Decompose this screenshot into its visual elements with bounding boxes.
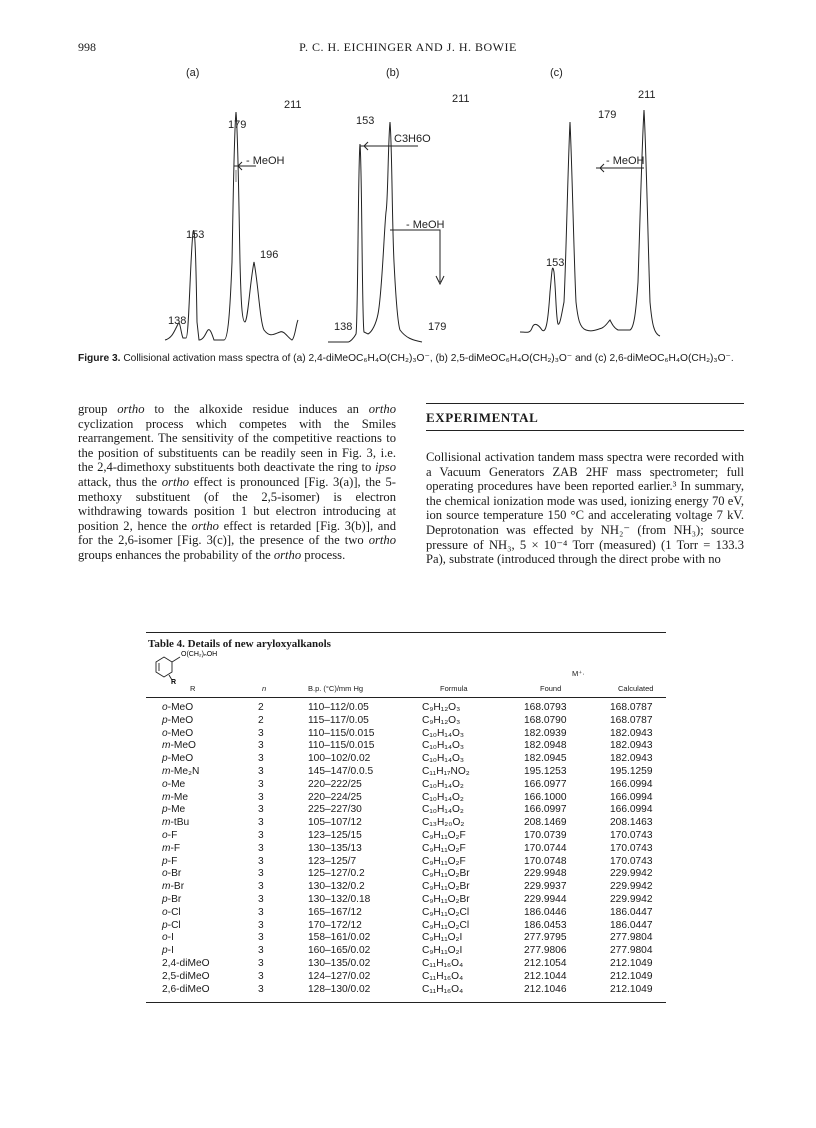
running-head: P. C. H. EICHINGER AND J. H. BOWIE (299, 40, 517, 54)
table-cell-found: 208.1469 (524, 817, 567, 829)
section-heading: EXPERIMENTAL (426, 410, 539, 425)
table-cell-formula: C₁₁H₁₆O₄ (422, 958, 464, 969)
aryloxyalkanol-structure (150, 646, 250, 684)
table-cell-calc: 195.1259 (610, 766, 653, 777)
table-cell-formula: C₁₃H₂₀O₂ (422, 817, 465, 829)
table-cell-bp: 170–172/12 (308, 919, 362, 931)
italic-term: ortho (368, 402, 397, 416)
table-cell-n: 3 (258, 855, 264, 867)
table-header-rule (146, 697, 666, 698)
spectrum-b (328, 122, 447, 342)
table-cell-n: 3 (258, 766, 264, 777)
peak-label: 211 (452, 93, 470, 105)
column-header-formula: Formula (440, 684, 468, 693)
panel-label-b: (b) (386, 67, 400, 79)
table-cell-formula: C₉H₁₁O₂I (422, 932, 463, 944)
peak-label: 179 (428, 321, 447, 333)
table-cell-n: 3 (258, 958, 264, 969)
column-header-calculated: Calculated (618, 684, 654, 693)
table-cell-bp: 110–112/0.05 (308, 702, 369, 713)
table-cell-n: 3 (258, 970, 264, 982)
table-cell-formula: C₁₀H₁₄O₃ (422, 727, 465, 739)
column-header-n: n (262, 684, 267, 693)
column-header-bp: B.p. (°C)/mm Hg (308, 684, 364, 693)
table-cell-formula: C₁₀H₁₄O₃ (422, 753, 465, 765)
peak-label: 153 (356, 115, 375, 127)
peak-label: 153 (546, 257, 565, 269)
table-cell-formula: C₉H₁₁O₂Br (422, 868, 470, 880)
peak-label: 153 (186, 229, 205, 241)
table-cell-bp: 130–135/13 (308, 842, 362, 854)
peak-label: 138 (168, 315, 187, 327)
table-cell-formula: C₉H₁₂O₃ (422, 714, 461, 726)
table-cell-n: 2 (258, 714, 264, 726)
table-cell-calc: 212.1049 (610, 958, 653, 969)
table-cell-bp: 110–115/0.015 (308, 727, 375, 739)
table-cell-calc: 229.9942 (610, 894, 653, 905)
table-cell-formula: C₉H₁₁O₂Br (422, 881, 470, 893)
table-cell-calc: 168.0787 (610, 702, 653, 713)
table-cell-formula: C₉H₁₂O₃ (422, 702, 461, 713)
table-cell-r: p-Br (162, 894, 182, 905)
table-cell-calc: 277.9804 (610, 945, 653, 957)
table-cell-formula: C₉H₁₁O₂F (422, 842, 466, 854)
table-cell-formula: C₁₁H₁₆O₄ (422, 970, 464, 982)
table-cell-r: o-I (162, 932, 174, 944)
table-cell-bp: 128–130/0.02 (308, 983, 371, 995)
table-cell-bp: 220–224/25 (308, 791, 362, 803)
table-cell-n: 3 (258, 727, 264, 739)
table-cell-n: 3 (258, 791, 264, 803)
table-cell-n: 3 (258, 830, 264, 841)
table-cell-found: 212.1054 (524, 958, 567, 969)
table-cell-calc: 277.9804 (610, 932, 653, 944)
table-cell-found: 182.0939 (524, 727, 567, 739)
table-cell-bp: 130–132/0.2 (308, 881, 365, 893)
table-cell-r: o-F (162, 830, 178, 841)
peak-label: 211 (638, 89, 656, 101)
table-cell-calc: 170.0743 (610, 830, 653, 841)
italic-term: ortho (368, 533, 396, 548)
table-cell-calc: 186.0447 (610, 919, 653, 931)
table-cell-formula: C₁₀H₁₄O₂ (422, 804, 464, 816)
table-cell-bp: 105–107/12 (308, 817, 362, 829)
table-cell-calc: 170.0743 (610, 842, 653, 854)
table-cell-calc: 229.9942 (610, 868, 653, 880)
table-cell-bp: 125–127/0.2 (308, 868, 365, 880)
peak-label: 179 (598, 109, 617, 121)
mplus-header: M⁺· (572, 669, 585, 678)
table-cell-formula: C₁₀H₁₄O₂ (422, 791, 464, 803)
italic-term: ortho (117, 402, 145, 416)
table-cell-calc: 186.0447 (610, 906, 653, 918)
table-cell-calc: 182.0943 (610, 753, 653, 765)
table-cell-calc: 212.1049 (610, 983, 653, 995)
body-paragraph-left: group ortho to the alkoxide residue induces an ortho cyclization process which competes with the Smiles rearrangement. The sensitivity of the competitive reactions to the position of substituents can be readily seen in Fig. 3, i.e. the 2,4-dimethoxy substituents both deactivate the ring to ipso attack, thus the ortho effect is pronounced [Fig. 3(a)], the 5-methoxy substituent (of the 2,5-isomer) is electron withdrawing towards position 1 but electron introducing at position 2, hence the ortho effect is retarded [Fig. 3(b)], and for the 2,6-isomer [Fig. 3(c)], the presence of the two ortho groups enhances the probability of the ortho process. (78, 402, 397, 562)
table-cell-found: 182.0948 (524, 740, 567, 752)
panel-label-a: (a) (186, 67, 200, 79)
table-cell-found: 166.0997 (524, 804, 567, 816)
peak-label: 211 (284, 99, 302, 111)
table-cell-n: 3 (258, 868, 264, 880)
table-cell-r: m-F (162, 842, 181, 854)
table-cell-r: p-F (162, 855, 178, 867)
table-cell-found: 182.0945 (524, 753, 567, 765)
table-cell-calc: 208.1463 (610, 817, 653, 829)
table-top-rule (146, 632, 666, 633)
table-cell-found: 195.1253 (524, 766, 567, 777)
section-rule (426, 430, 744, 431)
table-cell-calc: 168.0787 (610, 714, 653, 726)
table-cell-formula: C₉H₁₁O₂Br (422, 894, 470, 905)
table-cell-found: 186.0446 (524, 906, 567, 918)
page-number: 998 (78, 40, 96, 54)
table-cell-found: 212.1044 (524, 970, 567, 982)
table-cell-bp: 145–147/0.0.5 (308, 766, 374, 777)
table-bottom-rule (146, 1002, 666, 1003)
peak-label: 196 (260, 249, 279, 261)
table-cell-formula: C₁₀H₁₄O₃ (422, 740, 465, 752)
table-cell-bp: 124–127/0.02 (308, 970, 371, 982)
table-cell-n: 3 (258, 753, 264, 765)
table-cell-r: o-Me (162, 778, 186, 790)
table-cell-bp: 220–222/25 (308, 778, 362, 790)
table-cell-n: 3 (258, 983, 264, 995)
annotation-label: - MeOH (606, 155, 645, 167)
table-cell-r: p-MeO (162, 714, 194, 726)
table-cell-r: m-tBu (162, 817, 190, 829)
table-cell-r: o-Br (162, 868, 182, 880)
table-cell-formula: C₁₁H₁₆O₄ (422, 983, 464, 995)
table-cell-r: m-Me₂N (162, 766, 200, 777)
table-cell-calc: 212.1049 (610, 970, 653, 982)
table-cell-bp: 123–125/7 (308, 855, 357, 867)
table-cell-r: p-I (162, 945, 174, 957)
spectrum-c (520, 110, 660, 336)
table-cell-n: 3 (258, 817, 264, 829)
caption-text: Collisional activation mass spectra of (a) 2,4-diMeOC₆H₄O(CH₂)₃O⁻, (b) 2,5-diMeOC₆H₄O(CH₂)₃O⁻ and (c) 2,6-diMeOC₆H₄O(CH₂)₃O⁻. (123, 353, 734, 364)
table-cell-r: o-MeO (162, 702, 194, 713)
table-cell-found: 166.0977 (524, 778, 567, 790)
table-cell-r: o-Cl (162, 906, 181, 918)
table-cell-found: 229.9948 (524, 868, 567, 880)
body-paragraph-right: Collisional activation tandem mass spectra were recorded with a Vacuum Generators ZAB 2HF mass spectrometer; full operating procedures have been reported earlier.³ In summary, the chemical ionization mode was used, ionizing energy 70 eV, ion source temperature 150 °C and accelerating voltage 7 kV. Deprotonation was effected by NH₂⁻ (from NH₃); source pressure of NH₃, 5 × 10⁻⁴ Torr (measured) (1 Torr = 133.3 Pa), substrate (introduced through the direct probe with no (426, 450, 744, 567)
table-cell-calc: 166.0994 (610, 778, 653, 790)
figure-3-spectra (150, 62, 670, 348)
table-cell-bp: 160–165/0.02 (308, 945, 371, 957)
italic-term: ortho (191, 518, 219, 533)
structure-r-label: R (171, 679, 177, 684)
peak-label: 179 (228, 119, 247, 131)
table-cell-n: 3 (258, 778, 264, 790)
table-cell-r: o-MeO (162, 727, 194, 739)
table-cell-found: 277.9806 (524, 945, 567, 957)
table-cell-r: 2,4-diMeO (162, 958, 210, 969)
table-cell-n: 3 (258, 906, 264, 918)
table-cell-n: 3 (258, 919, 264, 931)
table-cell-formula: C₉H₁₁O₂Cl (422, 906, 470, 918)
caption-label: Figure 3. (78, 353, 121, 364)
panel-label-c: (c) (550, 67, 563, 79)
table-cell-bp: 130–135/0.02 (308, 958, 371, 969)
table-cell-r: p-MeO (162, 753, 194, 765)
table-cell-bp: 123–125/15 (308, 830, 362, 841)
structure-substituent: O(CH₂)ₙOH (181, 651, 218, 658)
table-cell-r: p-Cl (162, 919, 181, 931)
table-cell-calc: 166.0994 (610, 791, 653, 803)
table-cell-n: 3 (258, 945, 264, 957)
table-cell-r: m-Br (162, 881, 185, 893)
table-cell-formula: C₉H₁₁O₂I (422, 945, 463, 957)
table-cell-found: 277.9795 (524, 932, 567, 944)
table-cell-found: 170.0739 (524, 830, 567, 841)
figure-caption (78, 352, 738, 365)
table-cell-n: 2 (258, 702, 264, 713)
italic-term: ortho (273, 547, 302, 562)
table-cell-found: 212.1046 (524, 983, 567, 995)
spectrum-a (165, 112, 298, 340)
table-cell-n: 3 (258, 804, 264, 816)
table-cell-bp: 165–167/12 (308, 906, 362, 918)
peak-label: 138 (334, 321, 353, 333)
annotation-label: - MeOH (406, 219, 445, 231)
table-cell-bp: 225–227/30 (308, 804, 362, 816)
table-cell-formula: C₁₀H₁₄O₂ (422, 778, 464, 790)
table-cell-found: 229.9937 (524, 881, 567, 893)
column-header-r: R (190, 684, 196, 693)
table-cell-r: p-Me (162, 804, 186, 816)
table-cell-n: 3 (258, 932, 264, 944)
table-cell-bp: 110–115/0.015 (308, 740, 375, 752)
table-cell-r: 2,5-diMeO (162, 970, 210, 982)
italic-term: ipso (375, 460, 396, 475)
table-cell-found: 229.9944 (524, 894, 567, 905)
table-cell-r: 2,6-diMeO (162, 983, 210, 995)
table-cell-calc: 182.0943 (610, 740, 653, 752)
table-cell-calc: 166.0994 (610, 804, 653, 816)
table-cell-n: 3 (258, 842, 264, 854)
table-cell-calc: 182.0943 (610, 727, 653, 739)
table-cell-found: 170.0744 (524, 842, 567, 854)
table-cell-formula: C₁₁H₁₇NO₂ (422, 766, 470, 777)
table-cell-n: 3 (258, 881, 264, 893)
table-cell-r: m-Me (162, 791, 189, 803)
table-cell-found: 166.1000 (524, 791, 567, 803)
table-cell-found: 186.0453 (524, 919, 567, 931)
italic-term: ortho (161, 474, 190, 489)
table-cell-formula: C₉H₁₁O₂Cl (422, 919, 470, 931)
table-cell-found: 168.0790 (524, 714, 567, 726)
annotation-label: C3H6O (394, 133, 431, 145)
table-title: Table 4. Details of new aryloxyalkanols (148, 638, 331, 650)
table-cell-bp: 115–117/0.05 (308, 714, 369, 726)
table-cell-n: 3 (258, 894, 264, 905)
table-cell-found: 170.0748 (524, 855, 567, 867)
table-cell-bp: 130–132/0.18 (308, 894, 371, 905)
table-cell-r: m-MeO (162, 740, 196, 752)
section-rule (426, 403, 744, 404)
annotation-label: - MeOH (246, 155, 285, 167)
table-cell-formula: C₉H₁₁O₂F (422, 855, 466, 867)
table-cell-bp: 100–102/0.02 (308, 753, 371, 765)
table-cell-formula: C₉H₁₁O₂F (422, 830, 466, 841)
table-cell-calc: 170.0743 (610, 855, 653, 867)
table-cell-bp: 158–161/0.02 (308, 932, 371, 944)
table-cell-calc: 229.9942 (610, 881, 653, 893)
table-cell-found: 168.0793 (524, 702, 567, 713)
column-header-found: Found (540, 684, 562, 693)
table-cell-n: 3 (258, 740, 264, 752)
